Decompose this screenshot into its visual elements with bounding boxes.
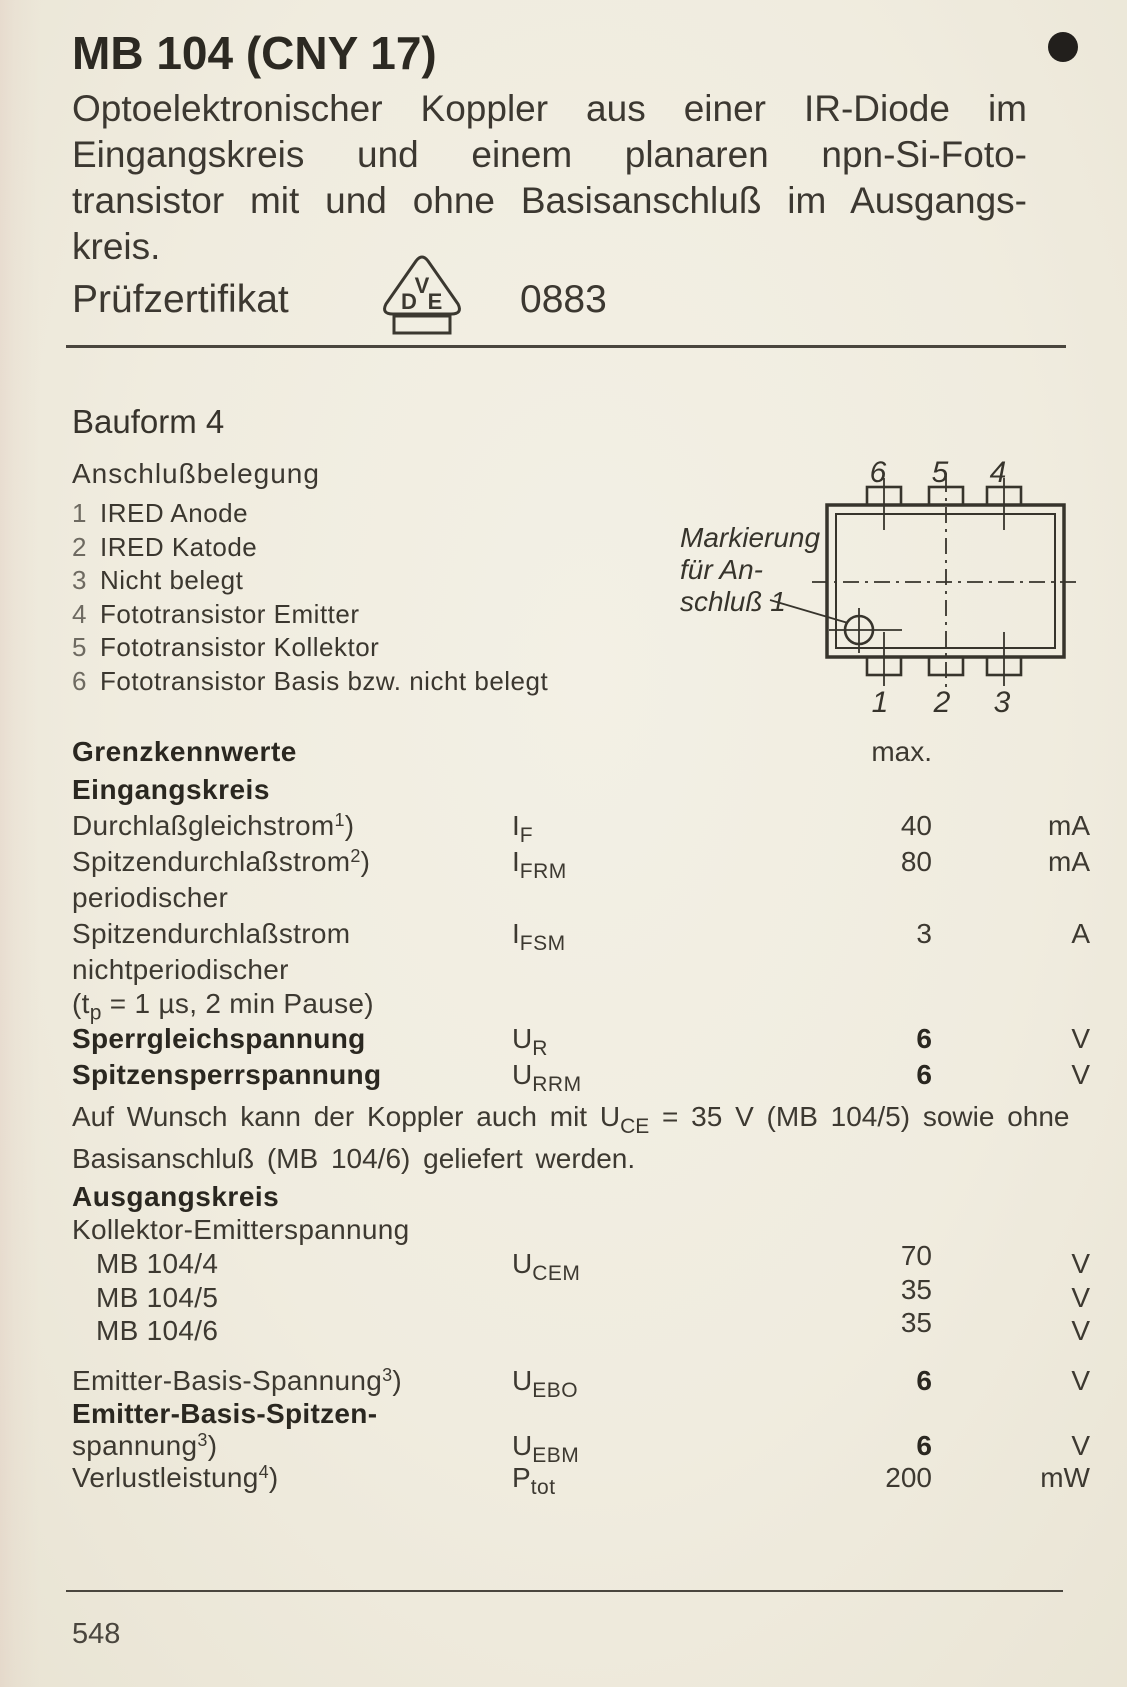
pin-number: 6 — [72, 665, 87, 696]
value: 6 — [916, 1023, 932, 1054]
footnote-marker: 2 — [350, 846, 361, 866]
page-marker-dot — [1048, 32, 1078, 62]
diagram-pin-number-6: 6 — [869, 456, 887, 489]
table-row-if — [72, 810, 1090, 847]
row-label: ($t_p = 1$ µs, 2 min Pause) — [72, 988, 374, 1025]
table-row-mb104-5 — [72, 1274, 1090, 1314]
diagram-pin-number-3: 3 — [993, 686, 1011, 718]
table-row-continuation — [72, 882, 1090, 914]
pin-number: 3 — [72, 565, 87, 595]
unit: mA — [1048, 810, 1090, 841]
row-label: Spitzensperrspannung — [72, 1059, 382, 1090]
input-section-heading: Eingangskreis — [72, 774, 270, 805]
footnote-marker: 3 — [382, 1365, 393, 1385]
row-label: MB 104/5 — [96, 1282, 219, 1313]
row-label: Emitter-Basis-Spitzen- — [72, 1398, 378, 1429]
unit: V — [1071, 1282, 1090, 1313]
symbol: $U_{RRM}$ — [512, 1059, 582, 1096]
symbol: $I_F$ — [512, 810, 534, 847]
value: 40 — [900, 810, 932, 841]
table-row-uebm — [72, 1430, 1090, 1467]
table-row-mb104-6 — [72, 1307, 1090, 1347]
unit: V — [1071, 1248, 1090, 1279]
pin-number: 4 — [72, 598, 87, 629]
unit: V — [1071, 1365, 1090, 1396]
certificate-number: 0883 — [520, 278, 607, 321]
footnote-marker: 4 — [258, 1462, 269, 1482]
diagram-label-line: Markierung — [680, 522, 821, 553]
intro-line: transistor mit und ohne Basisanschluß im Ausgangs- — [72, 180, 1027, 221]
table-row-pulse-condition — [72, 988, 1090, 1025]
table-row-uebo — [72, 1365, 1090, 1402]
table-row-ur — [72, 1023, 1090, 1060]
intro-line: Eingangskreis und einem planaren npn-Si-Foto- — [72, 134, 1027, 175]
diagram-pin-number-5: 5 — [931, 456, 949, 489]
table-row-ebm-line1 — [72, 1398, 1090, 1430]
row-label: Emitter-Basis-Spannung$^3$) — [72, 1365, 403, 1396]
diagram-label-line: für An- — [680, 554, 763, 585]
pin-label: Nicht belegt — [100, 565, 244, 595]
row-label: spannung$^3$) — [72, 1430, 218, 1461]
row-label: Spitzendurchlaßstrom$^2$) — [72, 846, 371, 877]
footer-divider — [66, 1590, 1063, 1592]
vde-letter-e: E — [427, 289, 443, 314]
table-row-continuation — [72, 954, 1090, 986]
value: 70 — [900, 1240, 932, 1271]
page-number: 548 — [72, 1618, 121, 1650]
unit: mW — [1040, 1462, 1090, 1493]
pin-number: 5 — [72, 632, 87, 662]
vde-logo-icon — [372, 252, 472, 348]
limits-heading: Grenzkennwerte — [72, 736, 297, 767]
row-label: Spitzendurchlaßstrom — [72, 918, 351, 949]
row-label: MB 104/6 — [96, 1315, 219, 1346]
pin-label: Fototransistor Emitter — [100, 598, 360, 629]
pin-list-item — [72, 497, 548, 531]
diagram-label-line: schluß 1 — [680, 586, 786, 617]
output-section-row — [72, 1181, 1090, 1213]
pin-label: Fototransistor Basis bzw. nicht belegt — [100, 665, 549, 696]
table-row-ifrm — [72, 846, 1090, 883]
vde-letter-d: D — [401, 289, 417, 314]
unit: V — [1071, 1315, 1090, 1346]
intro-line: kreis. — [72, 226, 161, 267]
table-row-mb104-4 — [72, 1240, 1090, 1285]
intro-paragraph — [72, 86, 1027, 270]
footnote-marker: 1 — [334, 810, 345, 830]
table-row-ifsm — [72, 918, 1090, 955]
row-label: periodischer — [72, 882, 229, 913]
limits-heading-row — [72, 736, 1090, 768]
symbol: $I_{FRM}$ — [512, 846, 567, 883]
pin-list-item — [72, 531, 548, 565]
unit: V — [1071, 1430, 1090, 1461]
pin-assignment-list — [72, 497, 548, 698]
diagram-pin-number-2: 2 — [933, 686, 951, 718]
unit: V — [1071, 1059, 1090, 1090]
unit: A — [1071, 918, 1090, 949]
table-row-urrm — [72, 1059, 1090, 1096]
value: 3 — [916, 918, 932, 949]
value: 6 — [916, 1059, 932, 1090]
diagram-pin-number-4: 4 — [989, 456, 1007, 489]
diagram-pin-number-1: 1 — [871, 686, 889, 718]
value: 35 — [900, 1274, 932, 1305]
certificate-label: Prüfzertifikat — [72, 278, 289, 321]
row-label: nichtperiodischer — [72, 954, 289, 985]
pin-list-item — [72, 598, 548, 632]
option-note-line: Auf Wunsch kann der Koppler auch mit $U_{CE} = 35$ V (MB 104/5) sowie ohne — [72, 1101, 1070, 1138]
max-column-header: max. — [871, 736, 932, 767]
table-row-uce-heading — [72, 1214, 1090, 1246]
value: 35 — [900, 1307, 932, 1338]
diagram-label — [680, 522, 820, 617]
pin-label: Fototransistor Kollektor — [100, 632, 380, 662]
row-label: Kollektor-Emitterspannung — [72, 1214, 410, 1245]
row-label: Verlustleistung$^4$) — [72, 1462, 279, 1493]
table-row-ptot — [72, 1462, 1090, 1499]
symbol: $I_{FSM}$ — [512, 918, 566, 955]
bauform-heading: Bauform 4 — [72, 403, 225, 440]
symbol: $U_{EBM}$ — [512, 1430, 580, 1467]
row-label: MB 104/4 — [96, 1248, 219, 1279]
vde-letter-v: V — [414, 273, 430, 298]
pin-number: 2 — [72, 531, 87, 562]
symbol: $U_R$ — [512, 1023, 548, 1060]
page-title: MB 104 (CNY 17) — [72, 27, 437, 79]
row-label: Sperrgleichspannung — [72, 1023, 366, 1054]
unit: mA — [1048, 846, 1090, 877]
value: 6 — [916, 1430, 932, 1461]
option-note-line: Basisanschluß (MB 104/6) geliefert werden. — [72, 1143, 636, 1174]
footnote-marker: 3 — [197, 1430, 208, 1450]
pin-number: 1 — [72, 498, 87, 528]
unit: V — [1071, 1023, 1090, 1054]
row-label: Durchlaßgleichstrom$^1$) — [72, 810, 355, 841]
pin-label: IRED Anode — [100, 498, 249, 528]
pin-label: IRED Katode — [100, 531, 258, 562]
pin-list-item — [72, 564, 548, 598]
output-section-heading: Ausgangskreis — [72, 1181, 280, 1212]
pin-list-item — [72, 665, 548, 699]
symbol: $P_{tot}$ — [512, 1462, 556, 1499]
input-section-row — [72, 774, 1090, 806]
symbol: $U_{EBO}$ — [512, 1365, 579, 1402]
intro-line: Optoelektronischer Koppler aus einer IR-Diode im — [72, 88, 1027, 129]
value: 80 — [900, 846, 932, 877]
pinout-heading: Anschlußbelegung — [72, 458, 320, 489]
pin-list-item — [72, 631, 548, 665]
package-outline-drawing — [652, 452, 1088, 718]
horizontal-divider — [66, 345, 1066, 348]
symbol: $U_{CEM}$ — [512, 1248, 581, 1285]
value: 200 — [885, 1462, 932, 1493]
value: 6 — [916, 1365, 932, 1396]
